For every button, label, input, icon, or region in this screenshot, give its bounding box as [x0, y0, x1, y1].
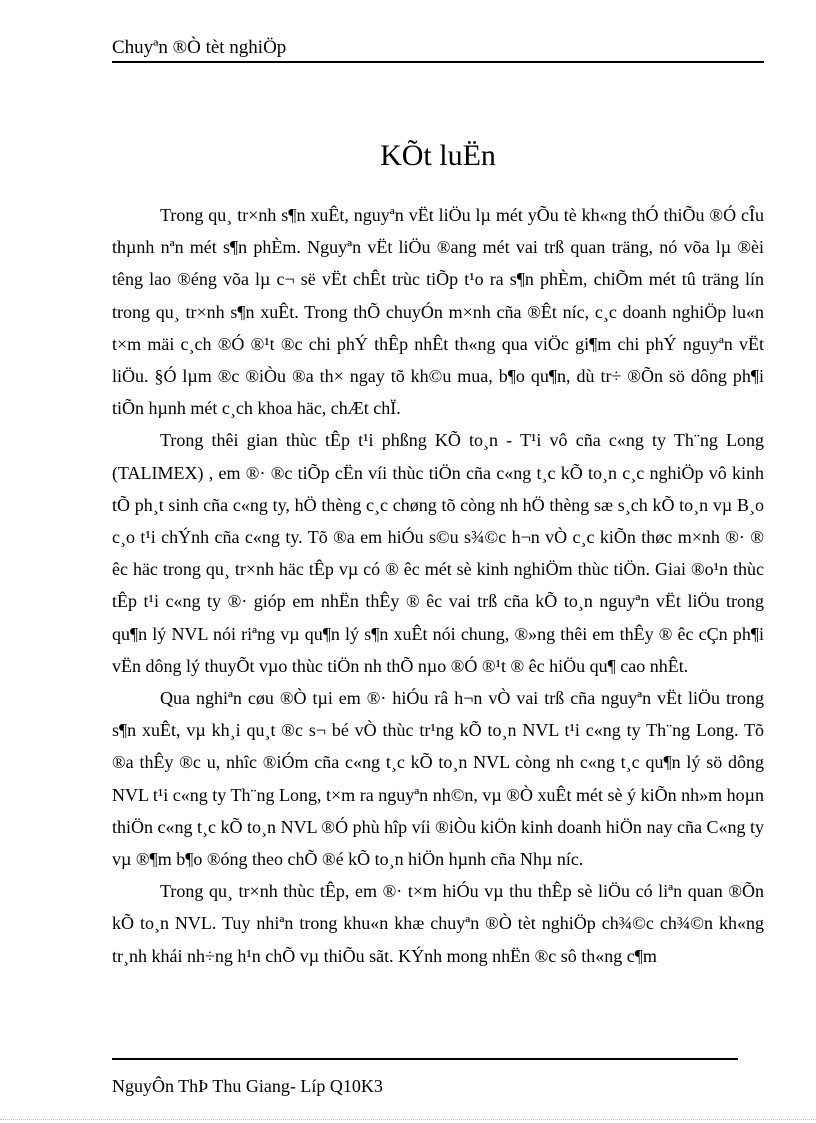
page-header: Chuyªn ®Ò tèt nghiÖp — [112, 37, 287, 58]
header-rule — [112, 61, 764, 63]
paragraph-1: Trong qu¸ tr×nh s¶n xuÊt, nguyªn vËt liÖu lµ mét yÕu tè kh«ng thÓ thiÕu ®Ó cÎu thµnh nªn mét s¶n phÈm. Nguyªn vËt liÖu ®ang mét vai trß quan träng, nó võa lµ ®èi têng lao ®éng võa lµ c¬ së vËt chÊt trùc tiÕp t¹o ra s¶n phÈm, chiÕm mét tû träng lín trong qu¸ tr×nh s¶n xuÊt. Trong thÕ chuyÓn m×nh cña ®Êt níc, c¸c doanh nghiÖp lu«n t×m mäi c¸ch ®Ó ®¹t ®c chi phÝ thÊp nhÊt th«ng qua viÖc gi¶m chi phÝ nguyªn vËt liÖu. §Ó lµm ®c ®iÒu ®a th× ngay tõ kh©u mua, b¶o qu¶n, dù tr÷ ®Õn sö dông ph¶i tiÕn hµnh mét c¸ch khoa häc, chÆt chÏ. — [112, 205, 764, 419]
section-title: KÕt luËn — [380, 139, 496, 172]
page-footer: NguyÔn ThÞ Thu Giang- Líp Q10K3 — [112, 1076, 383, 1096]
paragraph-3: Qua nghiªn cøu ®Ò tµi em ®· hiÓu râ h¬n vÒ vai trß cña nguyªn vËt liÖu trong s¶n xuÊt, vµ kh¸i qu¸t ®c s¬ bé vÒ thùc tr¹ng kÕ to¸n NVL t¹i c«ng ty Th¨ng Long. Tõ ®a thÊy ®c u, nhîc ®iÓm cña c«ng t¸c kÕ to¸n NVL còng nh c«ng t¸c qu¶n lý sö dông NVL t¹i c«ng ty Th¨ng Long, t×m ra nguyªn nh©n, vµ ®Ò xuÊt mét sè ý kiÕn nh»m hoµn thiÖn c«ng t¸c kÕ to¸n NVL ®Ó phù hîp víi ®iÒu kiÖn kinh doanh hiÖn nay cña C«ng ty vµ ®¶m b¶o ®óng theo chÕ ®é kÕ to¸n hiÖn hµnh cña Nhµ níc. — [112, 688, 764, 870]
body-text — [112, 199, 764, 972]
page-edge-divider — [0, 1119, 816, 1120]
paragraph-2: Trong thêi gian thùc tÊp t¹i phßng KÕ to¸n - T¹i vô cña c«ng ty Th¨ng Long (TALIMEX) , em ®· ®c tiÕp cËn víi thùc tiÖn cña c«ng t¸c kÕ to¸n c¸c nghiÖp vô kinh tÕ ph¸t sinh cña c«ng ty, hÖ thèng c¸c chøng tõ còng nh hÖ thèng sæ s¸ch kÕ to¸n vµ B¸o c¸o t¹i chÝnh cña c«ng ty. Tõ ®a em hiÓu s©u s¾©c h¬n vÒ c¸c kiÕn thøc m×nh ®· ® êc häc trong qu¸ tr×nh häc tÊp vµ có ® êc mét sè kinh nghiÖm thùc tiÖn. Giai ®o¹n thùc tÊp t¹i c«ng ty ®· gióp em nhËn thÊy ® êc vai trß cña kÕ to¸n nguyªn vËt liÖu trong qu¶n lý NVL nói riªng vµ qu¶n lý s¶n xuÊt nói chung, ®»ng thêi em thÊy ® êc cÇn ph¶i vËn dông lý thuyÕt vµo thùc tiÖn nh thÕ nµo ®Ó ®¹t ® êc hiÖu qu¶ cao nhÊt. — [112, 430, 764, 676]
footer-rule — [112, 1058, 738, 1060]
paragraph-4: Trong qu¸ tr×nh thùc tÊp, em ®· t×m hiÓu vµ thu thÊp sè liÖu có liªn quan ®Õn kÕ to¸n NVL. Tuy nhiªn trong khu«n khæ chuyªn ®Ò tèt nghiÖp ch¾©c ch¾©n kh«ng tr¸nh khái nh÷ng h¹n chÕ vµ thiÕu sãt. KÝnh mong nhËn ®c sô th«ng c¶m — [112, 881, 764, 966]
